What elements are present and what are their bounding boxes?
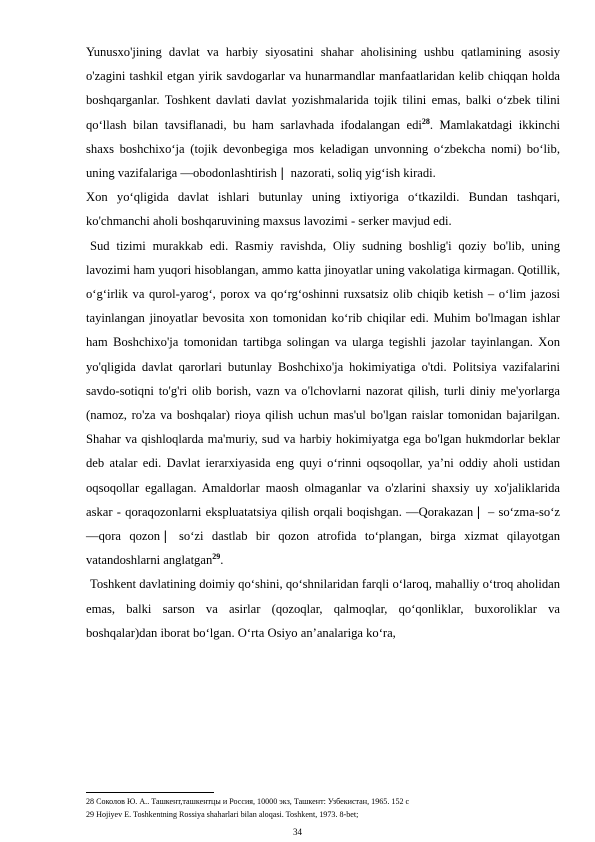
footnote-ref-28: 28 bbox=[421, 116, 430, 126]
page-number: 34 bbox=[293, 827, 302, 837]
paragraph-2: Xon yoʻqligida davlat ishlari butunlay uning ixtiyoriga oʻtkazildi. Bundan tashqari, ko'chmanchi aholi boshqaruvining maxsus lavozimi - serker mavjud edi. bbox=[86, 190, 560, 229]
paragraph-3 bbox=[86, 234, 560, 573]
footnote-ref-29: 29 bbox=[212, 552, 221, 562]
paragraph-4: Toshkent davlatining doimiy qoʻshini, qoʻshnilaridan farqli oʻlaroq, mahalliy oʻtroq aholidan emas, balki sarson va asirlar (qozoqlar, qalmoqlar, qoʻqonliklar, buxoroliklar va boshqalar)dan iborat boʻlgan. Oʻrta Osiyo anʼanalariga koʻra, bbox=[86, 577, 560, 640]
paragraph-1-text-a: Yunusxo'jining davlat va harbiy siyosatini shahar aholisining ushbu qatlamining asosiy o'zagini tashkil etgan yirik savdogarlar va hunarmandlar manfaatlaridan kelib chiqqan holda boshqarganlar. Toshkent davlati davlat yozishmalarida tojik tilini emas, balki oʻzbek tilini qoʻllash bilan tavsiflanadi, bu ham sarlavhada ifodalangan edi bbox=[86, 45, 560, 132]
paragraph-1-text-b: . Mamlakatdagi ikkinchi shaxs boshchixoʻja (tojik devonbegiga mos keladigan unvonning oʻzbekcha nomi) boʻlib, uning vazifalariga —obodonlashtirish❘ nazorati, soliq yigʻish kiradi. bbox=[86, 117, 560, 181]
paragraph-3-text-b: . bbox=[220, 553, 224, 568]
footnotes bbox=[86, 795, 560, 821]
document-body bbox=[86, 40, 560, 645]
footnote-divider bbox=[86, 792, 214, 793]
paragraph-1 bbox=[86, 40, 560, 185]
footnote-29: 29 Hojiyev E. Toshkentning Rossiya shaharlari bilan aloqasi. Toshkent, 1973. 8-bet; bbox=[86, 810, 359, 819]
footnote-28: 28 Соколов Ю. А.. Ташкент,ташкентцы и Россия, 10000 экз, Ташкент: Узбекистан, 1965. 152 с bbox=[86, 797, 410, 806]
paragraph-3-text-a: Sud tizimi murakkab edi. Rasmiy ravishda, Oliy sudning boshlig'i qoziy bo'lib, uning lavozimi ham yuqori hisoblangan, ammo katta jinoyatlar uning vakolatiga kirmagan. Qotillik, oʻgʻirlik va qurol-yarogʻ, porox va qoʻrgʻoshinni ruxsatsiz olib chiqib ketish – oʻlim jazosi tayinlangan jinoyatlar bevosita xon tomonidan koʻrib chiqilar edi. Muhim bo'lmagan ishlar ham Boshchixo'ja tomonidan tartibga solingan va ularga tegishli jazolar tayinlangan. Xon yo'qligida davlat qarorlari butunlay Boshchixo'ja hokimiyatiga o'tdi. Politsiya vazifalarini savdo-sotiqni to'g'ri olib borish, vazn va o'lchovlarni nazorat qilish, turli diniy me'yorlarga (namoz, ro'za va boshqalar) rioya qilish uchun mas'ul bo'lgan raislar tomonidan bajarilgan. Shahar va qishloqlarda ma'muriy, sud va harbiy hokimiyatga ega bo'lgan hukmdorlar beklar deb atalar edi. Davlat ierarxiyasida eng quyi oʻrinni oqsoqollar, yaʼni oddiy aholi ustidan oqsoqollar egallagan. Amaldorlar maosh olmaganlar va o'zlarini shaxsiy uy xo'jaliklarida askar - qoraqozonlarni ekspluatatsiya qilish orqali boqishgan. —Qorakazan❘ – soʻzma-soʻz —qora qozon❘ soʻzi dastlab bir qozon atrofida toʻplangan, birga xizmat qilayotgan vatandoshlarni anglatgan bbox=[86, 238, 560, 568]
